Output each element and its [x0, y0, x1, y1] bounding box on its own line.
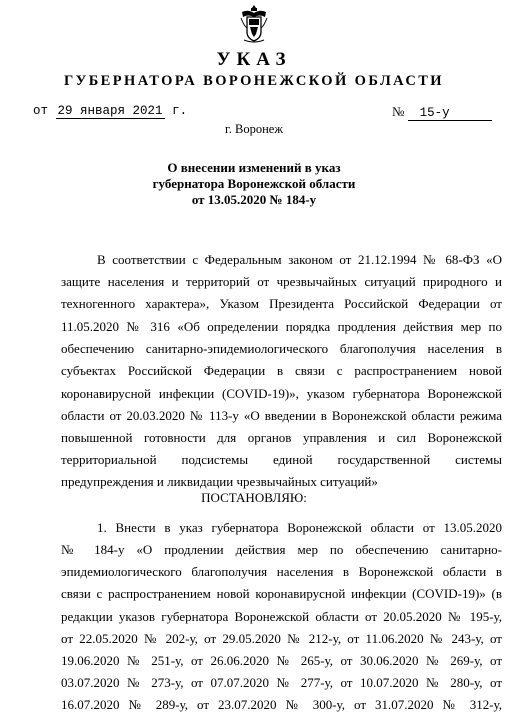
preamble-line: субъектах Российской Федерации в связи с распространением новой [61, 363, 502, 378]
item1-line: 03.07.2020 № 273-у, от 07.07.2020 № 277-у, от 10.07.2020 № 280-у, от [61, 675, 502, 690]
date-suffix: г. [172, 104, 188, 118]
preamble-line: техногенного характера», Указом Президента Российской Федерации от [61, 296, 502, 311]
date-prefix: от [33, 104, 49, 118]
document-title: УКАЗ [216, 49, 292, 70]
preamble-line: коронавирусной инфекции (COVID-19)», указом губернатора Воронежской [61, 386, 502, 401]
number-line [392, 104, 492, 121]
heading-line: О внесении изменений в указ [167, 160, 341, 175]
item1-line: 19.06.2020 № 251-у, от 26.06.2020 № 265-у, от 30.06.2020 № 269-у, от [61, 653, 502, 668]
date-line [33, 104, 187, 118]
item1-line: связи с распространением новой коронавирусной инфекции (COVID-19)» (в [61, 586, 502, 601]
preamble-line: предупреждения и ликвидации чрезвычайных ситуаций» [61, 474, 378, 489]
city: г. Воронеж [225, 122, 283, 136]
item1-line: от 22.05.2020 № 202-у, от 29.05.2020 № 212-у, от 11.06.2020 № 243-у, от [61, 631, 502, 646]
item1-line: № 184-у «О продлении действия мер по обеспечению санитарно- [61, 542, 502, 557]
preamble-line: 11.05.2020 № 316 «Об определении порядка продления действия мер по [61, 319, 502, 334]
decree-heading [0, 160, 508, 208]
item1-line: редакции указов губернатора Воронежской области от 20.05.2020 № 195-у, [61, 609, 502, 624]
item1-line: эпидемиологического благополучия населения в Воронежской области в [61, 564, 502, 579]
coat-of-arms-icon [238, 4, 270, 44]
preamble-line: области от 20.03.2020 № 113-у «О введении в Воронежской области режима [61, 408, 502, 423]
preamble-line: В соответствии с Федеральным законом от 21.12.1994 № 68-ФЗ «О [97, 252, 502, 267]
number-value: 15-у [408, 106, 492, 121]
item1-line: 16.07.2020 № 289-у, от 23.07.2020 № 300-у, от 31.07.2020 № 312-у, [61, 697, 502, 712]
preamble-line: территориальной подсистемы единой государственной системы [61, 452, 502, 467]
heading-line: губернатора Воронежской области [152, 176, 356, 191]
decree-word: ПОСТАНОВЛЯЮ: [201, 490, 307, 505]
date-value: 29 января 2021 [57, 104, 163, 118]
preamble-line: обеспечению санитарно-эпидемиологического благополучия населения в [61, 341, 502, 356]
heading-line: от 13.05.2020 № 184-у [191, 192, 317, 207]
preamble-line: защите населения и территорий от чрезвычайных ситуаций природного и [61, 274, 502, 289]
preamble-line: повышенной готовности для органов управления и сил Воронежской [61, 430, 502, 445]
number-prefix: № [392, 104, 405, 119]
document-subtitle: ГУБЕРНАТОРА ВОРОНЕЖСКОЙ ОБЛАСТИ [64, 73, 444, 89]
item1-line: 1. Внести в указ губернатора Воронежской области от 13.05.2020 [97, 520, 502, 535]
